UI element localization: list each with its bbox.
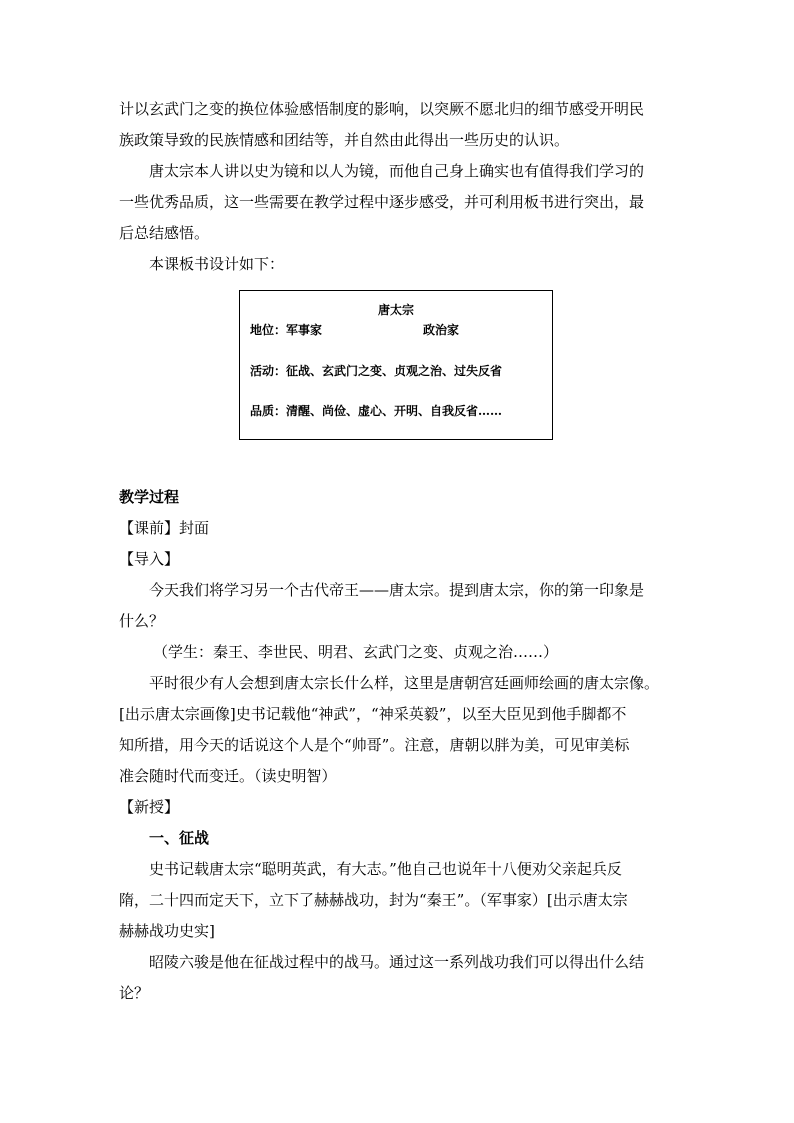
intro-line: 唐太宗本人讲以史为镜和以人为镜，而他自己身上确实也有值得我们学习的: [149, 162, 645, 180]
student-answer: （学生：秦王、李世民、明君、玄武门之变、贞观之治……）: [153, 643, 559, 661]
process-section: [119, 482, 699, 1009]
intro-line: 后总结感悟。: [119, 224, 210, 242]
intro-text: 今天我们将学习另一个古代帝王——唐太宗。提到唐太宗，你的第一印象是: [149, 581, 645, 599]
portrait-text: 知所措，用今天的话说这个人是个“帅哥”。注意，唐朝以胖为美，可见审美标: [119, 736, 630, 754]
intro-section: [119, 94, 679, 280]
process-heading: 教学过程: [119, 488, 180, 506]
horse-text: 昭陵六骏是他在征战过程中的战马。通过这一系列战功我们可以得出什么结: [149, 953, 645, 971]
board-activities: 活动：征战、玄武门之变、贞观之治、过失反省: [250, 364, 503, 378]
portrait-text: [出示唐太宗画像]史书记载他“神武”，“神采英毅”，以至大臣见到他手脚都不: [119, 705, 627, 723]
war-text: 赫赫战功史实]: [119, 922, 215, 940]
intro-line: 计以玄武门之变的换位体验感悟制度的影响，以突厥不愿北归的细节感受开明民: [119, 100, 645, 118]
portrait-text: 准会随时代而变迁。（读史明智）: [119, 767, 337, 785]
new-label: 【新授】: [119, 798, 180, 816]
war-text: 史书记载唐太宗“聪明英武，有大志。”他自己也说年十八便劝父亲起兵反: [149, 860, 622, 878]
blackboard-design-box: [239, 290, 553, 440]
portrait-text: 平时很少有人会想到唐太宗长什么样，这里是唐朝宫廷画师绘画的唐太宗像。: [149, 674, 660, 692]
board-qualities: 品质：清醒、尚俭、虚心、开明、自我反省……: [250, 404, 503, 418]
board-title: 唐太宗: [377, 303, 414, 317]
pre-class: 【课前】封面: [119, 519, 210, 537]
intro-text: 什么？: [119, 612, 165, 630]
intro-label: 【导入】: [119, 550, 180, 568]
section-heading: 一、征战: [149, 829, 210, 847]
intro-line: 一些优秀品质，这一些需要在教学过程中逐步感受，并可利用板书进行突出，最: [119, 193, 645, 211]
board-status-extra: 政治家: [423, 323, 460, 337]
intro-line: 本课板书设计如下：: [149, 255, 285, 273]
war-text: 隋，二十四而定天下，立下了赫赫战功，封为“秦王”。（军事家）[出示唐太宗: [119, 891, 628, 909]
intro-line: 族政策导致的民族情感和团结等，并自然由此得出一些历史的认识。: [119, 131, 570, 149]
horse-text: 论？: [119, 984, 150, 1002]
board-status: 地位：军事家: [250, 323, 323, 337]
